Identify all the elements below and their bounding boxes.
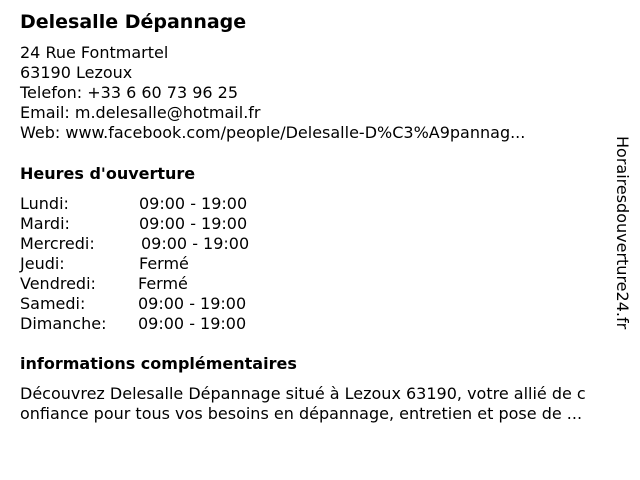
additional-info-heading: informations complémentaires <box>20 354 297 373</box>
day-label: Samedi: <box>20 294 86 313</box>
day-hours: Fermé <box>139 254 189 273</box>
day-hours: 09:00 - 19:00 <box>141 234 250 253</box>
day-hours: 09:00 - 19:00 <box>139 194 248 213</box>
opening-hours-table <box>20 194 320 334</box>
day-label: Jeudi: <box>20 254 65 273</box>
hours-row-thursday <box>20 254 320 274</box>
day-label: Vendredi: <box>20 274 96 293</box>
address-city: 63190 Lezoux <box>20 63 133 82</box>
hours-row-monday <box>20 194 320 214</box>
hours-row-tuesday <box>20 214 320 234</box>
day-label: Mardi: <box>20 214 70 233</box>
day-label: Lundi: <box>20 194 69 213</box>
day-hours: 09:00 - 19:00 <box>138 314 247 333</box>
site-watermark: Horairesdouverture24.fr <box>613 136 632 330</box>
phone-number: Telefon: +33 6 60 73 96 25 <box>20 83 239 102</box>
website-link: Web: www.facebook.com/people/Delesalle-D%C3%A9pannag... <box>20 123 526 142</box>
day-hours: Fermé <box>138 274 188 293</box>
hours-row-saturday <box>20 294 320 314</box>
business-name: Delesalle Dépannage <box>20 11 247 33</box>
email-address: Email: m.delesalle@hotmail.fr <box>20 103 261 122</box>
day-hours: 09:00 - 19:00 <box>139 214 248 233</box>
description-line: Découvrez Delesalle Dépannage situé à Lezoux 63190, votre allié de c <box>20 384 586 403</box>
day-label: Mercredi: <box>20 234 95 253</box>
day-hours: 09:00 - 19:00 <box>138 294 247 313</box>
hours-row-wednesday <box>20 234 320 254</box>
day-label: Dimanche: <box>20 314 107 333</box>
address-street: 24 Rue Fontmartel <box>20 43 169 62</box>
opening-hours-heading: Heures d'ouverture <box>20 164 196 183</box>
hours-row-sunday <box>20 314 320 334</box>
hours-row-friday <box>20 274 320 294</box>
description-line: onfiance pour tous vos besoins en dépannage, entretien et pose de ... <box>20 404 583 423</box>
business-description <box>20 384 632 424</box>
contact-block <box>20 43 525 143</box>
